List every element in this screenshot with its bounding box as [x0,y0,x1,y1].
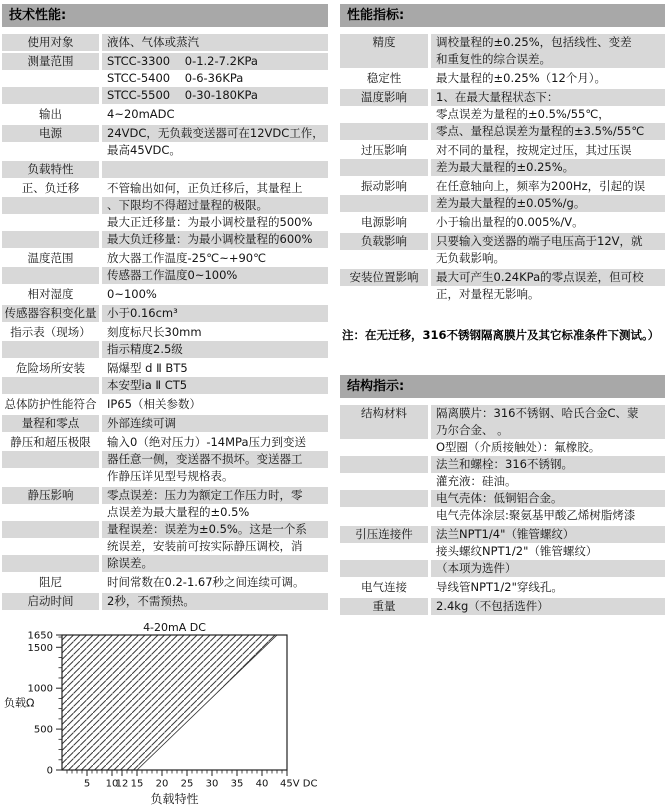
spec-label [2,521,99,538]
x-axis-tick-label: 12 [115,778,129,790]
section-title-technical-performance [2,4,328,27]
spec-value: 刻度标尺长30mm [102,324,328,341]
spec-row [2,415,328,432]
left-column [2,4,328,807]
spec-line [340,34,665,51]
spec-line [340,159,665,176]
spec-line [340,89,665,106]
spec-value: 法兰和螺栓：316不锈钢。 [431,456,665,473]
spec-label: 温度范围 [2,250,99,267]
spec-line [2,87,328,104]
spec-label: 结构材料 [340,405,428,422]
spec-value: 器任意一侧，变送器不损坏。变送器工 [102,451,328,468]
spec-value: 乃尔合金、 。 [431,422,665,439]
spec-row [340,269,665,303]
spec-row [340,598,665,615]
spec-value: 最大负迁移量：为最小调校量程的600% [102,231,328,248]
spec-row [2,487,328,572]
spec-label [2,341,99,358]
spec-value: 液体、气体或蒸汽 [102,34,328,51]
spec-line [2,34,328,51]
spec-row [2,360,328,394]
spec-label [2,142,99,159]
spec-row [2,34,328,51]
spec-line [340,269,665,286]
spec-value: 指示精度2.5级 [102,341,328,358]
spec-label [340,123,428,140]
spec-label: 引压连接件 [340,526,428,543]
spec-value: 量程误差：误差为±0.5%。这是一个系 [102,521,328,538]
spec-row [340,34,665,68]
spec-value: STCC-3300 0-1.2-7.2KPa [102,53,328,70]
spec-line [2,286,328,303]
spec-line [2,521,328,538]
spec-row [2,250,328,284]
spec-value: 电气壳体涂层:聚氨基甲酸乙烯树脂烤漆 [431,507,665,524]
spec-value: 零点误差：压力为额定工作压力时，零 [102,487,328,504]
spec-line [2,305,328,322]
y-axis-tick-label: 500 [33,724,53,736]
spec-row [2,180,328,248]
x-axis-tick-label: 15 [130,778,144,790]
spec-line [2,214,328,231]
spec-value: 0~100% [102,286,328,303]
test-condition-note: 注：在无迁移，316不锈钢隔离膜片及其它标准条件下测试。） [342,328,660,342]
spec-line [2,377,328,394]
spec-line [2,267,328,284]
spec-label: 相对湿度 [2,286,99,303]
spec-line [2,106,328,123]
spec-line [340,405,665,422]
spec-line [340,507,665,524]
spec-value: 在任意轴向上，频率为200Hz，引起的误 [431,178,665,195]
spec-row [2,434,328,485]
spec-label [340,250,428,267]
performance-index-table [340,34,665,303]
spec-value: STCC-5400 0-6-36KPa [102,70,328,87]
spec-line [2,538,328,555]
spec-value: 、下限均不得超过量程的极限。 [102,197,328,214]
x-axis-tick-label: 30 [205,778,219,790]
spec-row [2,574,328,591]
x-axis-tick-label: 25 [180,778,194,790]
spec-value: 除误差。 [102,555,328,572]
spec-line [340,560,665,577]
spec-row [2,161,328,178]
spec-label [340,490,428,507]
spec-label: 指示表（现场） [2,324,99,341]
spec-value: 最大正迁移量：为最小调校量程的500% [102,214,328,231]
spec-line [340,106,665,123]
spec-label: 危险场所安装 [2,360,99,377]
spec-label: 使用对象 [2,34,99,51]
spec-line [2,487,328,504]
spec-row [2,593,328,610]
spec-value: 接头螺纹NPT1/2"（锥管螺纹） [431,543,665,560]
spec-label: 稳定性 [340,70,428,87]
spec-line [2,396,328,413]
spec-row [2,106,328,123]
spec-line [340,526,665,543]
spec-row [340,214,665,231]
spec-label [2,538,99,555]
y-axis-tick-label: 1000 [27,683,53,695]
spec-label [340,159,428,176]
spec-label [2,214,99,231]
section-title-text: 性能指标: [347,8,405,23]
spec-value: 隔爆型 d Ⅱ BT5 [102,360,328,377]
spec-label [340,543,428,560]
spec-line [2,324,328,341]
spec-label: 负载影响 [340,233,428,250]
spec-value: 零点、量程总误差为量程的±3.5%/55℃ [431,123,665,140]
spec-line [340,598,665,615]
x-axis-tick-label: 45V DC [280,778,318,790]
x-axis-tick-label: 35 [230,778,244,790]
section-title-performance-index [340,4,665,27]
spec-label: 量程和零点 [2,415,99,432]
spec-line [340,233,665,250]
spec-line [2,341,328,358]
spec-line [340,250,665,267]
structure-table [340,405,665,615]
spec-value: 统误差，安装前可按实际静压调校，消 [102,538,328,555]
spec-line [340,439,665,456]
spec-line [340,178,665,195]
spec-value: 小于输出量程的0.005%/V。 [431,214,665,231]
spec-label [340,439,428,456]
spec-row [340,405,665,524]
spec-value: STCC-5500 0-30-180KPa [102,87,328,104]
spec-label [2,555,99,572]
y-axis-tick-label: 1500 [27,642,53,654]
section-title-structure [340,375,665,398]
spec-row [2,286,328,303]
x-axis-tick-label: 5 [83,778,91,790]
spec-value: （本项为选件） [431,560,665,577]
spec-row [340,178,665,212]
spec-label [2,231,99,248]
spec-label: 精度 [340,34,428,51]
technical-performance-table [2,34,328,610]
spec-row [340,579,665,596]
spec-label [2,267,99,284]
spec-value: 调校量程的±0.25%，包括线性、变差 [431,34,665,51]
spec-value: 法兰NPT1/4"（锥管螺纹） [431,526,665,543]
spec-value: 最高45VDC。 [102,142,328,159]
spec-line [2,574,328,591]
x-axis-tick-label: 20 [155,778,169,790]
spec-line [2,70,328,87]
spec-line [340,422,665,439]
spec-line [2,504,328,521]
spec-row [340,142,665,176]
spec-label [340,286,428,303]
spec-row [2,53,328,104]
spec-label [340,422,428,439]
spec-line [340,70,665,87]
spec-value: O型圈（介质接触处）：氟橡胶。 [431,439,665,456]
spec-line [2,360,328,377]
spec-label: 输出 [2,106,99,123]
spec-value: 只要输入变送器的端子电压高于12V，就 [431,233,665,250]
spec-label [2,504,99,521]
spec-line [340,123,665,140]
spec-line [2,555,328,572]
spec-line [340,214,665,231]
x-axis-tick-label: 40 [255,778,269,790]
spec-value: 导线管NPT1/2"穿线孔。 [431,579,665,596]
spec-line [2,415,328,432]
spec-label: 电源影响 [340,214,428,231]
spec-label: 传感器容积变化量 [2,305,99,322]
spec-label: 正、负迁移 [2,180,99,197]
chart-title: 4-20mA DC [143,621,206,634]
spec-label [340,51,428,68]
spec-label [340,106,428,123]
spec-label [2,70,99,87]
spec-line [2,451,328,468]
spec-line [2,468,328,485]
spec-label [2,451,99,468]
section-title-text: 结构指示: [347,379,405,394]
spec-value: 电气壳体：低铜铝合金。 [431,490,665,507]
chart-caption: 负载特性 [150,792,199,806]
spec-line [340,543,665,560]
y-axis-label: 负载Ω [4,696,35,710]
spec-label: 静压和超压极限 [2,434,99,451]
spec-row [2,396,328,413]
spec-row [2,305,328,322]
x-axis-tick-label: 10 [105,778,119,790]
spec-line [2,161,328,178]
spec-row [2,125,328,159]
spec-label [2,197,99,214]
spec-line [2,434,328,451]
spec-value: 放大器工作温度-25℃~+90℃ [102,250,328,267]
spec-label: 重量 [340,598,428,615]
spec-value: 本安型ia Ⅱ CT5 [102,377,328,394]
load-chart-canvas [2,622,334,788]
spec-label: 温度影响 [340,89,428,106]
spec-line [340,51,665,68]
spec-label: 测量范围 [2,53,99,70]
spec-row [340,526,665,577]
spec-value: 对不同的量程，按规定过压，其过压误 [431,142,665,159]
spec-value: 2秒，不需预热。 [102,593,328,610]
spec-value: 最大量程的±0.25%（12个月）。 [431,70,665,87]
spec-value: 差为最大量程的±0.25%。 [431,159,665,176]
spec-line [2,250,328,267]
spec-row [340,233,665,267]
spec-label: 振动影响 [340,178,428,195]
spec-value: 传感器工作温度0~100% [102,267,328,284]
spec-line [2,593,328,610]
spec-label: 安装位置影响 [340,269,428,286]
spec-value: 1、在最大量程状态下： [431,89,665,106]
spec-value: 输入0（绝对压力）-14MPa压力到变送 [102,434,328,451]
spec-label [2,377,99,394]
spec-label: 静压影响 [2,487,99,504]
right-column [340,4,665,617]
spec-row [340,89,665,140]
spec-value: 无负载影响。 [431,250,665,267]
spec-value: 零点误差为量程的±0.5%/55℃， [431,106,665,123]
spec-value: 不管输出如何，正负迁移后，其量程上 [102,180,328,197]
spec-line [2,180,328,197]
spec-value: 时间常数在0.2-1.67秒之间连续可调。 [102,574,328,591]
spec-value: 灌充液：硅油。 [431,473,665,490]
spec-value: 4~20mADC [102,106,328,123]
spec-label: 阻尼 [2,574,99,591]
spec-value: 正，对量程无影响。 [431,286,665,303]
spec-value: IP65（相关参数） [102,396,328,413]
spec-line [340,456,665,473]
spec-label: 总体防护性能符合 [2,396,99,413]
y-axis-tick-label: 1650 [27,630,53,642]
spec-label [340,195,428,212]
spec-label [340,473,428,490]
spec-label: 电气连接 [340,579,428,596]
spec-label: 启动时间 [2,593,99,610]
spec-line [2,125,328,142]
spec-value [102,161,328,178]
section-title-text: 技术性能: [9,8,67,23]
spec-line [2,142,328,159]
spec-value: 点误差为最大量程的±0.5% [102,504,328,521]
spec-line [340,286,665,303]
spec-label [2,87,99,104]
y-axis-tick-label: 0 [46,765,53,777]
spec-value: 和重复性的综合误差。 [431,51,665,68]
spec-line [340,195,665,212]
spec-line [2,197,328,214]
spec-value: 小于0.16cm³ [102,305,328,322]
spec-label: 电源 [2,125,99,142]
spec-row [340,70,665,87]
spec-label [340,456,428,473]
hatched-operating-region [62,635,277,770]
spec-line [2,231,328,248]
spec-line [340,142,665,159]
spec-row [2,324,328,358]
spec-value: 最大可产生0.24KPa的零点误差，但可校 [431,269,665,286]
load-characteristic-chart [2,622,334,807]
spec-line [340,490,665,507]
spec-label: 过压影响 [340,142,428,159]
spec-value: 外部连续可调 [102,415,328,432]
spec-value: 24VDC，无负载变送器可在12VDC工作， [102,125,328,142]
spec-label [340,507,428,524]
spec-value: 2.4kg（不包括选件） [431,598,665,615]
spec-value: 作静压详见型号规格表。 [102,468,328,485]
spec-label [2,468,99,485]
spec-line [340,579,665,596]
spec-value: 隔离膜片：316不锈钢、哈氏合金C、蒙 [431,405,665,422]
spec-label: 负载特性 [2,161,99,178]
spec-value: 差为最大量程的±0.05%/g。 [431,195,665,212]
spec-line [2,53,328,70]
spec-label [340,560,428,577]
spec-line [340,473,665,490]
